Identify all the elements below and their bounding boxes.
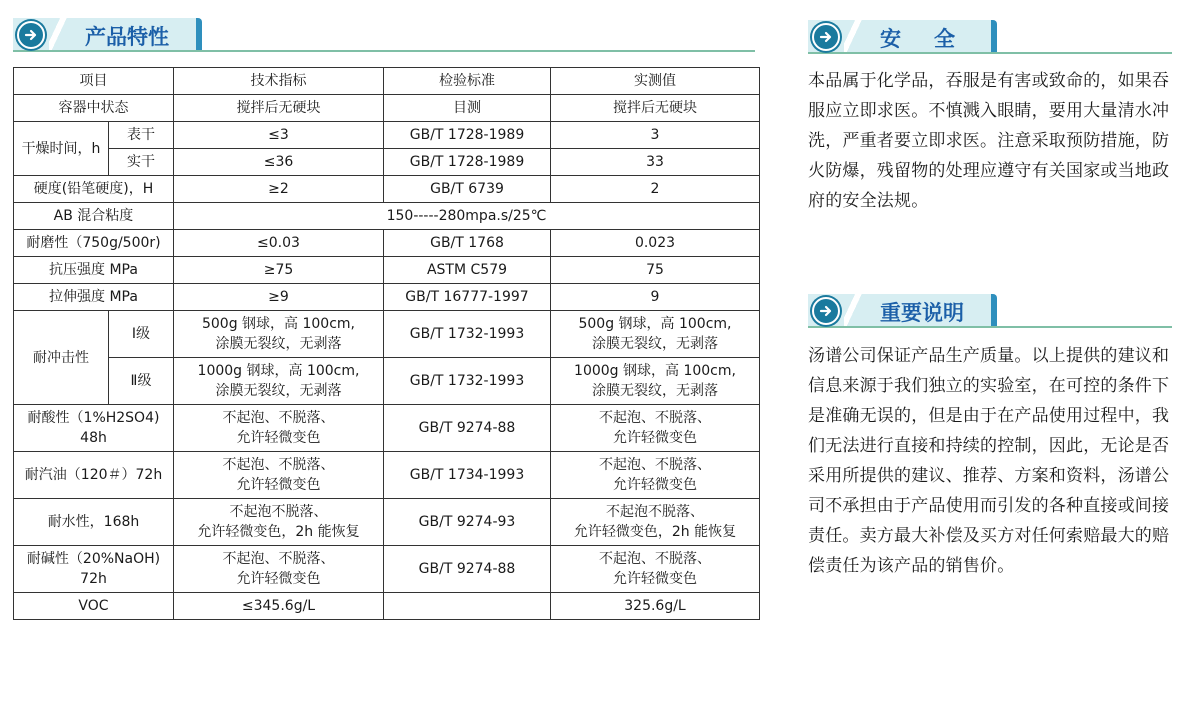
arrow-right-circle-icon (812, 23, 840, 51)
row-value (551, 546, 760, 593)
table-header-row (14, 68, 760, 95)
row-item: 干燥时间，h (14, 122, 109, 176)
value-line: 允许轻微变色 (613, 571, 697, 587)
table-row (14, 405, 760, 452)
row-item: 容器中状态 (14, 95, 174, 122)
header-rule (808, 52, 1172, 54)
notice-body: 汤谱公司保证产品生产质量。以上提供的建议和信息来源于我们独立的实验室，在可控的条件下是准确无误的，但是由于在产品使用过程中，我们无法进行直接和持续的控制，因此，无论是否采用所提供的建议、推荐、方案和资料，汤谱公司不承担由于产品使用而引发的各种直接或间接责任。卖方最大补偿及买方对任何索赔最大的赔偿责任为该产品的销售价。 (808, 346, 1170, 576)
item-line: 耐酸性（1%H2SO4) (27, 410, 160, 426)
row-spec: ≤36 (174, 149, 384, 176)
arrow-right-circle-icon (812, 297, 840, 325)
item-line: 耐碱性（20%NaOH) (26, 551, 161, 567)
column-header: 实测值 (551, 68, 760, 95)
spec-line: 不起泡、不脱落、 (222, 457, 335, 473)
row-standard: GB/T 1734-1993 (384, 452, 551, 499)
item-line: 48h (80, 430, 107, 446)
value-line: 不起泡、不脱落、 (599, 410, 711, 426)
row-spec (174, 499, 384, 546)
table-row (14, 452, 760, 499)
safety-section-title: 安 全 (880, 27, 961, 51)
spec-line: 涂膜无裂纹，无剥落 (215, 336, 342, 352)
row-item: 耐汽油（120＃）72h (14, 452, 174, 499)
row-item: 拉伸强度 MPa (14, 284, 174, 311)
row-item: AB 混合粘度 (14, 203, 174, 230)
row-standard: 目测 (384, 95, 551, 122)
row-value: 33 (551, 149, 760, 176)
item-line: 72h (80, 571, 107, 587)
row-standard: ASTM C579 (384, 257, 551, 284)
row-standard: GB/T 9274-88 (384, 405, 551, 452)
table-row (14, 230, 760, 257)
row-item: 耐冲击性 (14, 311, 109, 405)
row-subitem: 实干 (109, 149, 174, 176)
row-value: 75 (551, 257, 760, 284)
row-standard: GB/T 16777-1997 (384, 284, 551, 311)
arrow-right-circle-icon (17, 21, 45, 49)
header-slash-decoration (844, 294, 866, 326)
row-value (551, 499, 760, 546)
spec-line: 1000g 钢球，高 100cm, (197, 363, 360, 379)
row-item: 硬度(铅笔硬度)，H (14, 176, 174, 203)
spec-line: 涂膜无裂纹，无剥落 (215, 383, 342, 399)
spec-line: 不起泡、不脱落、 (222, 410, 335, 426)
notice-section-header (808, 294, 1172, 328)
row-subitem: Ⅰ级 (109, 311, 174, 358)
column-header: 项目 (14, 68, 174, 95)
row-standard: GB/T 1728-1989 (384, 122, 551, 149)
row-standard: GB/T 6739 (384, 176, 551, 203)
value-line: 允许轻微变色 (613, 430, 697, 446)
product-section-header (13, 18, 755, 52)
column-header: 检验标准 (384, 68, 551, 95)
row-item: 耐磨性（750g/500r) (14, 230, 174, 257)
value-line: 涂膜无裂纹，无剥落 (592, 383, 718, 399)
row-item (14, 546, 174, 593)
safety-section-header (808, 20, 1172, 54)
row-spec: ≥9 (174, 284, 384, 311)
row-value (551, 358, 760, 405)
value-line: 不起泡、不脱落、 (599, 551, 711, 567)
value-line: 500g 钢球，高 100cm, (578, 316, 732, 332)
row-standard (384, 593, 551, 620)
value-line: 不起泡、不脱落、 (599, 457, 711, 473)
header-slash-decoration (844, 20, 866, 52)
table-row (14, 122, 760, 149)
value-line: 涂膜无裂纹，无剥落 (592, 336, 718, 352)
row-spec (174, 546, 384, 593)
row-value: 9 (551, 284, 760, 311)
spec-table (13, 67, 760, 620)
notice-section-title: 重要说明 (880, 301, 964, 325)
row-standard: GB/T 1732-1993 (384, 358, 551, 405)
spec-line: 500g 钢球，高 100cm, (201, 316, 355, 332)
spec-line: 不起泡、不脱落、 (222, 551, 335, 567)
row-item: 抗压强度 MPa (14, 257, 174, 284)
table-row (14, 257, 760, 284)
row-standard: GB/T 1732-1993 (384, 311, 551, 358)
row-value (551, 405, 760, 452)
value-line: 允许轻微变色，2h 能恢复 (573, 524, 737, 540)
spec-line: 允许轻微变色 (236, 477, 321, 493)
row-value: 搅拌后无硬块 (551, 95, 760, 122)
spec-line: 不起泡不脱落、 (229, 504, 328, 520)
row-subitem: 表干 (109, 122, 174, 149)
row-value: 2 (551, 176, 760, 203)
row-spec: ≥2 (174, 176, 384, 203)
row-spec: ≤0.03 (174, 230, 384, 257)
table-row (14, 284, 760, 311)
row-value (551, 311, 760, 358)
header-rule (808, 326, 1172, 328)
row-spec: ≤345.6g/L (174, 593, 384, 620)
safety-body: 本品属于化学品，吞服是有害或致命的，如果吞服应立即求医。不慎溅入眼睛，要用大量清水冲洗，严重者要立即求医。注意采取预防措施，防火防爆，残留物的处理应遵守有关国家或当地政府的安全法规。 (808, 71, 1170, 211)
row-item: VOC (14, 593, 174, 620)
row-spec (174, 452, 384, 499)
table-row (14, 311, 760, 358)
row-value: 3 (551, 122, 760, 149)
row-value: 0.023 (551, 230, 760, 257)
table-row (14, 95, 760, 122)
row-spec: 搅拌后无硬块 (174, 95, 384, 122)
row-value: 325.6g/L (551, 593, 760, 620)
table-row (14, 176, 760, 203)
table-row (14, 499, 760, 546)
row-standard: GB/T 1728-1989 (384, 149, 551, 176)
value-line: 不起泡不脱落、 (606, 504, 704, 520)
spec-line: 允许轻微变色 (236, 430, 321, 446)
product-section-title: 产品特性 (85, 25, 169, 49)
row-item: 耐水性，168h (14, 499, 174, 546)
row-spec: ≥75 (174, 257, 384, 284)
table-row (14, 149, 760, 176)
column-header: 技术指标 (174, 68, 384, 95)
table-row (14, 358, 760, 405)
spec-line: 允许轻微变色，2h 能恢复 (197, 524, 360, 540)
table-row (14, 546, 760, 593)
row-spec: 150-----280mpa.s/25℃ (174, 203, 760, 230)
row-standard: GB/T 9274-93 (384, 499, 551, 546)
row-spec (174, 405, 384, 452)
row-spec (174, 358, 384, 405)
spec-line: 允许轻微变色 (236, 571, 321, 587)
table-row (14, 593, 760, 620)
row-spec (174, 311, 384, 358)
row-standard: GB/T 9274-88 (384, 546, 551, 593)
header-slash-decoration (49, 18, 71, 50)
value-line: 允许轻微变色 (613, 477, 697, 493)
value-line: 1000g 钢球，高 100cm, (574, 363, 736, 379)
row-subitem: Ⅱ级 (109, 358, 174, 405)
row-value (551, 452, 760, 499)
row-item (14, 405, 174, 452)
table-row (14, 203, 760, 230)
row-standard: GB/T 1768 (384, 230, 551, 257)
row-spec: ≤3 (174, 122, 384, 149)
